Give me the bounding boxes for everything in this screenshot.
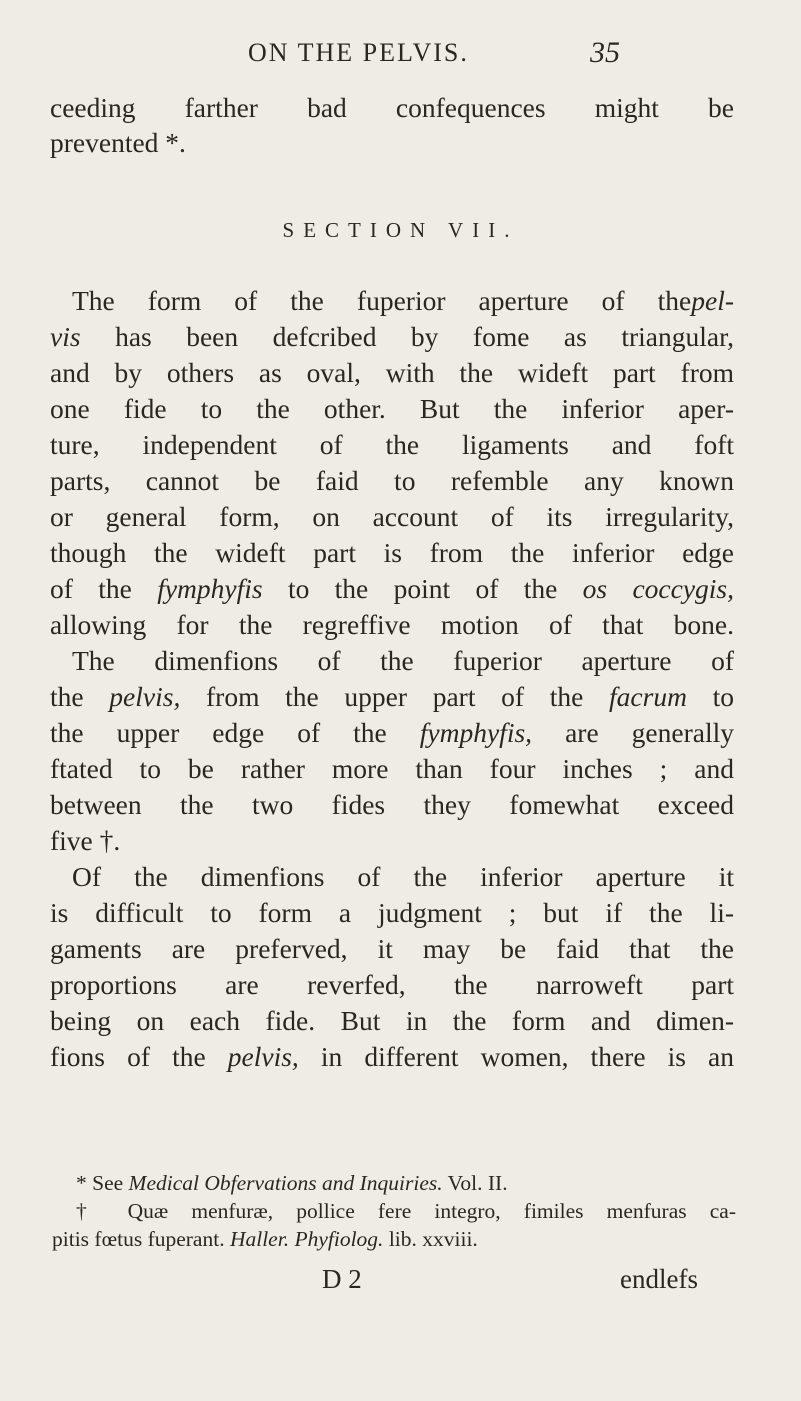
text-line: The form of the fuperior aperture of thepel- <box>72 285 734 316</box>
running-head <box>0 38 801 78</box>
text-line: though the wideft part is from the inferior edge <box>50 537 734 568</box>
italic-term: os coccygis, <box>582 573 735 604</box>
footnote: † Quæ menfuræ, pollice fere integro, fimiles menfuras ca- <box>76 1199 736 1223</box>
footnote: pitis fœtus fuperant. Haller. Phyfiolog. lib. xxviii. <box>52 1227 478 1251</box>
text-line: being on each fide. But in the form and dimen- <box>50 1005 734 1036</box>
text-line: the pelvis, from the upper part of the facrum to <box>50 681 735 712</box>
italic-term: pelvis, <box>227 1041 299 1072</box>
text-line: vis has been defcribed by fome as triangular, <box>50 321 734 352</box>
italic-term: vis <box>50 321 81 352</box>
text-line: gaments are preferved, it may be faid that the <box>50 933 734 964</box>
text-line: between the two fides they fomewhat exceed <box>50 789 734 820</box>
catchword: endlefs <box>620 1264 698 1294</box>
text-line: one fide to the other. But the inferior aper- <box>50 393 734 424</box>
text-line: allowing for the regreffive motion of that bone. <box>50 609 734 640</box>
italic-term: pelvis, <box>109 681 181 712</box>
text-line: and by others as oval, with the wideft part from <box>50 357 734 388</box>
text-line: ceeding farther bad confequences might be <box>50 92 734 123</box>
page-number: 35 <box>590 36 620 69</box>
signature-mark: D 2 <box>322 1264 362 1294</box>
italic-term: Haller. Phyfiolog. <box>229 1227 384 1251</box>
text-line: proportions are reverfed, the narroweft part <box>50 969 734 1000</box>
text-line: five †. <box>50 825 121 856</box>
text-line: the upper edge of the fymphyfis, are generally <box>50 717 734 748</box>
text-line: Of the dimenfions of the inferior aperture it <box>72 861 734 892</box>
italic-term: pel- <box>691 285 734 316</box>
italic-term: fymphyfis, <box>419 717 533 748</box>
text-line: The dimenfions of the fuperior aperture of <box>72 645 734 676</box>
running-title: ON THE PELVIS. <box>248 38 469 67</box>
page-footer <box>0 1264 801 1304</box>
section-heading: SECTION VII. <box>282 218 519 242</box>
text-line: parts, cannot be faid to refemble any known <box>50 465 734 496</box>
italic-term: fymphyfis <box>157 573 263 604</box>
text-line: fions of the pelvis, in different women, there is an <box>50 1041 734 1072</box>
text-line: ture, independent of the ligaments and foft <box>50 429 734 460</box>
text-line: ftated to be rather more than four inches ; and <box>50 753 734 784</box>
text-line: prevented *. <box>50 127 186 158</box>
footnote: * See Medical Obfervations and Inquiries. Vol. II. <box>76 1171 508 1195</box>
text-line: is difficult to form a judgment ; but if the li- <box>50 897 734 928</box>
italic-term: Medical Obfervations and Inquiries. <box>128 1171 443 1195</box>
italic-term: facrum <box>609 681 687 712</box>
text-line: or general form, on account of its irregularity, <box>50 501 734 532</box>
text-line: of the fymphyfis to the point of the os coccygis, <box>50 573 735 604</box>
